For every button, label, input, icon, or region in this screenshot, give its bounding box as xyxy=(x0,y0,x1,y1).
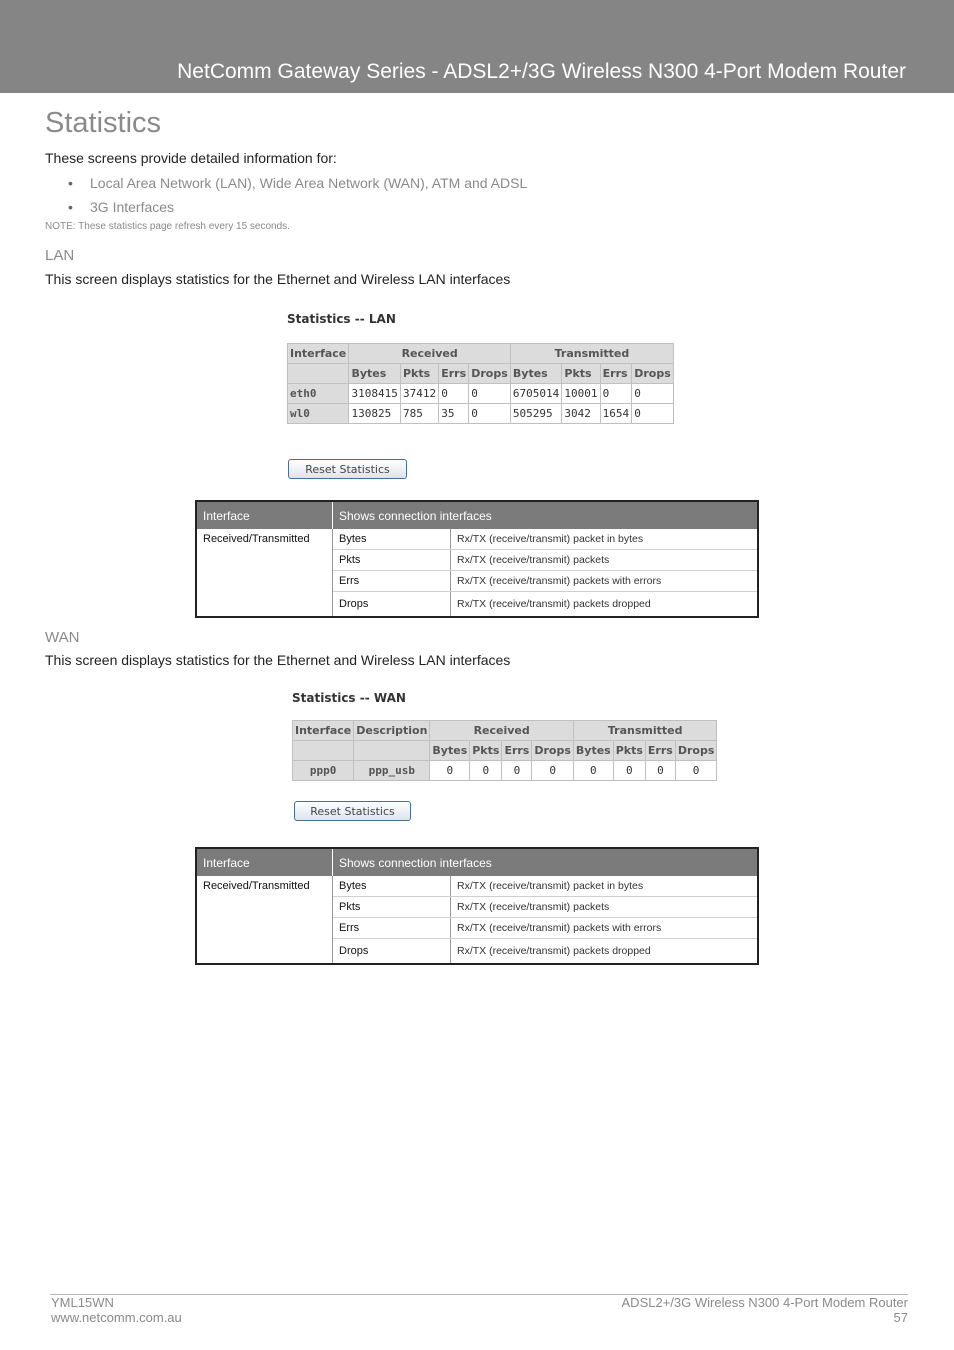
footer-url: www.netcomm.com.au xyxy=(51,1310,182,1325)
header-connection: Shows connection interfaces xyxy=(333,848,759,876)
footer-right xyxy=(622,1295,908,1325)
col-transmitted: Transmitted xyxy=(510,344,673,364)
table-cell: 0 xyxy=(502,761,532,781)
term-cell: Pkts xyxy=(333,897,451,918)
page-header xyxy=(0,0,954,93)
table-cell: 0 xyxy=(430,761,470,781)
col-transmitted: Transmitted xyxy=(573,721,716,741)
footer-product: ADSL2+/3G Wireless N300 4-Port Modem Router xyxy=(621,1295,908,1310)
text-cell: Rx/TX (receive/transmit) packets xyxy=(451,550,759,571)
table-cell: 35 xyxy=(439,404,469,424)
footer-model: YML15WN xyxy=(51,1295,114,1310)
interface-name: ppp0 xyxy=(293,761,354,781)
table-cell: 0 xyxy=(573,761,613,781)
table-cell: 0 xyxy=(532,761,574,781)
col-drops: Drops xyxy=(532,741,574,761)
header-connection: Shows connection interfaces xyxy=(333,501,759,529)
text-cell: Rx/TX (receive/transmit) packet in bytes xyxy=(451,876,759,897)
lan-stats-table xyxy=(287,343,674,424)
refresh-note: NOTE: These statistics page refresh every 15 seconds. xyxy=(45,221,290,232)
col-pkts: Pkts xyxy=(562,364,600,384)
group-label: Received/Transmitted xyxy=(196,876,333,964)
table-cell: 10001 xyxy=(562,384,600,404)
interface-description: ppp_usb xyxy=(354,761,430,781)
interface-name: eth0 xyxy=(288,384,349,404)
table-row xyxy=(293,761,717,781)
table-cell: 0 xyxy=(645,761,675,781)
text-cell: Rx/TX (receive/transmit) packets xyxy=(451,897,759,918)
lan-description-table xyxy=(195,500,759,618)
table-cell: 3108415 xyxy=(349,384,401,404)
wan-description: This screen displays statistics for the Ethernet and Wireless LAN interfaces xyxy=(45,652,511,668)
page-title: Statistics xyxy=(45,107,162,139)
term-cell: Bytes xyxy=(333,529,451,550)
text-cell: Rx/TX (receive/transmit) packets dropped xyxy=(451,592,759,618)
col-received: Received xyxy=(349,344,510,364)
text-cell: Rx/TX (receive/transmit) packets dropped xyxy=(451,939,759,965)
wan-screenshot-title: Statistics -- WAN xyxy=(292,691,406,705)
table-cell: 0 xyxy=(469,384,511,404)
group-label: Received/Transmitted xyxy=(196,529,333,617)
wan-heading: WAN xyxy=(45,629,80,646)
term-cell: Bytes xyxy=(333,876,451,897)
col-drops: Drops xyxy=(632,364,674,384)
term-cell: Drops xyxy=(333,939,451,965)
text-cell: Rx/TX (receive/transmit) packets with errors xyxy=(451,571,759,592)
table-cell: 0 xyxy=(613,761,645,781)
col-bytes: Bytes xyxy=(573,741,613,761)
table-cell: 6705014 xyxy=(510,384,562,404)
bullet-item: • 3G Interfaces xyxy=(68,199,175,215)
lan-heading: LAN xyxy=(45,247,75,264)
col-blank xyxy=(354,741,430,761)
col-blank xyxy=(288,364,349,384)
page-number: 57 xyxy=(893,1310,908,1325)
col-pkts: Pkts xyxy=(400,364,438,384)
col-bytes: Bytes xyxy=(349,364,401,384)
bullet-item: • Local Area Network (LAN), Wide Area Network (WAN), ATM and ADSL xyxy=(68,175,528,191)
term-cell: Drops xyxy=(333,592,451,618)
bullet-list xyxy=(68,176,527,224)
table-row xyxy=(288,404,674,424)
col-bytes: Bytes xyxy=(430,741,470,761)
col-pkts: Pkts xyxy=(470,741,502,761)
intro-text: These screens provide detailed information for: xyxy=(45,150,337,166)
table-cell: 0 xyxy=(470,761,502,781)
table-cell: 1654 xyxy=(600,404,632,424)
bullet-text: Local Area Network (LAN), Wide Area Network (WAN), ATM and ADSL xyxy=(90,175,528,191)
interface-name: wl0 xyxy=(288,404,349,424)
table-cell: 785 xyxy=(400,404,438,424)
header-interface: Interface xyxy=(196,501,333,529)
table-row xyxy=(196,529,758,550)
table-cell: 0 xyxy=(632,404,674,424)
col-interface: Interface xyxy=(288,344,349,364)
col-bytes: Bytes xyxy=(510,364,562,384)
wan-reset-statistics-button[interactable]: Reset Statistics xyxy=(294,801,411,821)
col-drops: Drops xyxy=(469,364,511,384)
col-errs: Errs xyxy=(645,741,675,761)
col-errs: Errs xyxy=(502,741,532,761)
table-cell: 505295 xyxy=(510,404,562,424)
col-received: Received xyxy=(430,721,573,741)
table-cell: 0 xyxy=(675,761,717,781)
table-cell: 130825 xyxy=(349,404,401,424)
table-row xyxy=(196,876,758,897)
text-cell: Rx/TX (receive/transmit) packets with errors xyxy=(451,918,759,939)
term-cell: Errs xyxy=(333,918,451,939)
lan-screenshot-title: Statistics -- LAN xyxy=(287,312,396,326)
term-cell: Pkts xyxy=(333,550,451,571)
table-row xyxy=(288,384,674,404)
table-cell: 0 xyxy=(600,384,632,404)
wan-description-table xyxy=(195,847,759,965)
col-description: Description xyxy=(354,721,430,741)
bullet-text: 3G Interfaces xyxy=(90,199,175,215)
footer-left xyxy=(51,1295,182,1325)
term-cell: Errs xyxy=(333,571,451,592)
lan-description: This screen displays statistics for the Ethernet and Wireless LAN interfaces xyxy=(45,271,511,287)
header-title: NetComm Gateway Series - ADSL2+/3G Wireless N300 4-Port Modem Router xyxy=(177,60,906,83)
col-interface: Interface xyxy=(293,721,354,741)
col-errs: Errs xyxy=(439,364,469,384)
col-blank xyxy=(293,741,354,761)
wan-stats-table xyxy=(292,720,717,781)
col-errs: Errs xyxy=(600,364,632,384)
header-interface: Interface xyxy=(196,848,333,876)
table-cell: 3042 xyxy=(562,404,600,424)
table-cell: 0 xyxy=(632,384,674,404)
text-cell: Rx/TX (receive/transmit) packet in bytes xyxy=(451,529,759,550)
col-drops: Drops xyxy=(675,741,717,761)
table-cell: 37412 xyxy=(400,384,438,404)
table-cell: 0 xyxy=(469,404,511,424)
table-cell: 0 xyxy=(439,384,469,404)
col-pkts: Pkts xyxy=(613,741,645,761)
lan-reset-statistics-button[interactable]: Reset Statistics xyxy=(288,459,407,479)
